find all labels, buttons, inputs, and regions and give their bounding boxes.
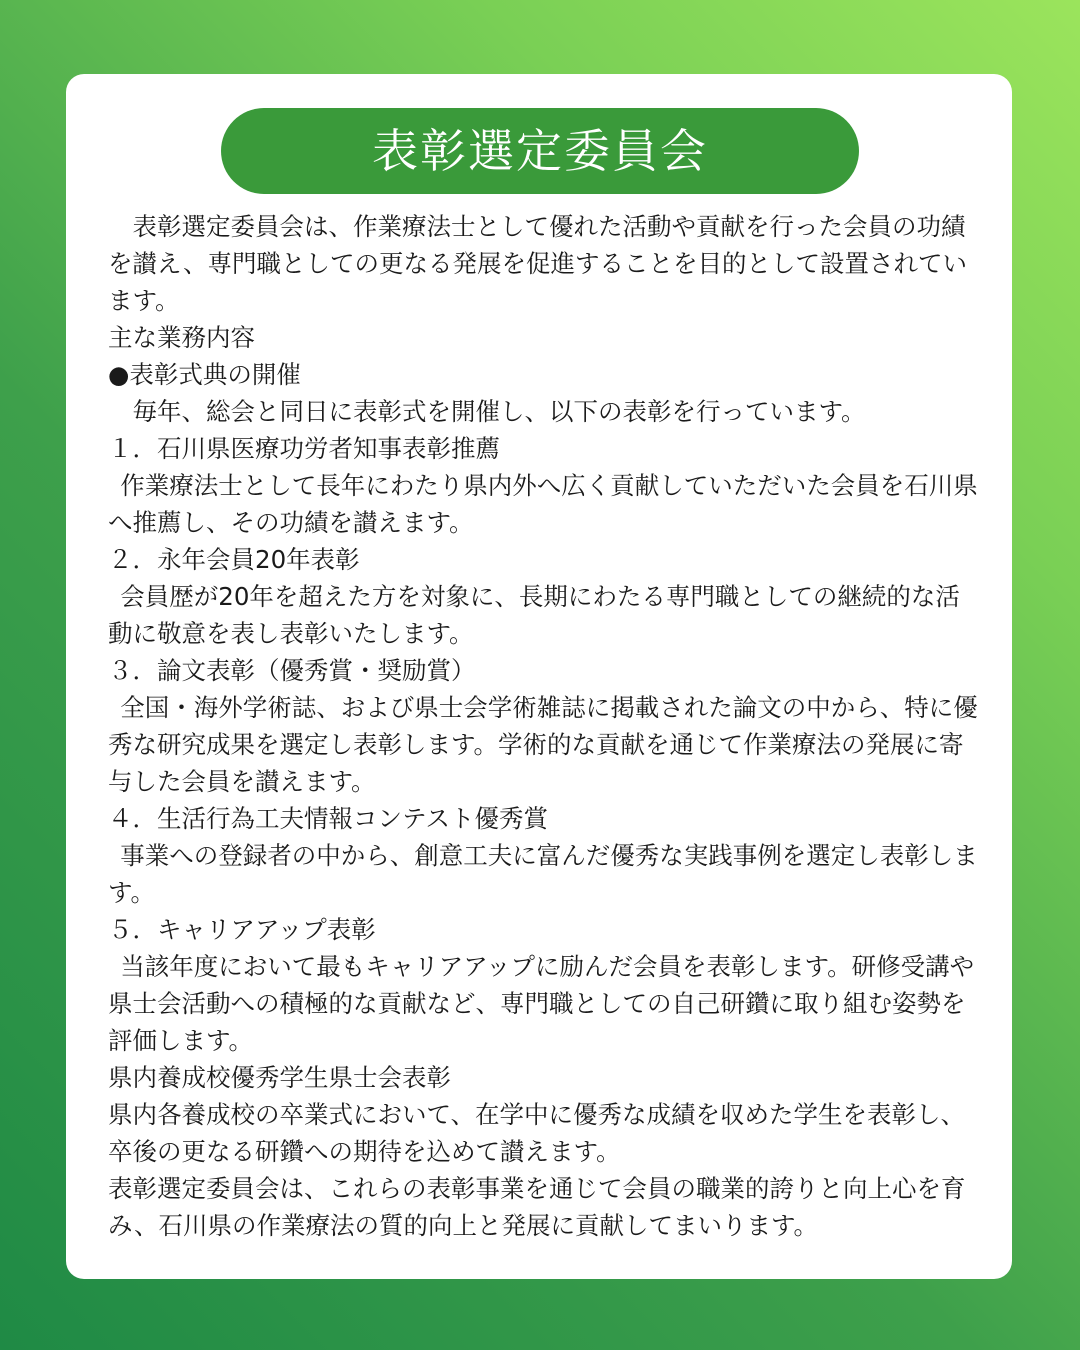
item2-heading: ２．永年会員20年表彰 [108, 545, 360, 574]
item3-text: 全国・海外学術誌、および県士会学術雑誌に掲載された論文の中から、特に優秀な研究成果を選定し表彰します。学術的な貢献を通じて作業療法の発展に寄与した会員を讃えます。 [108, 693, 978, 796]
item5-text: 当該年度において最もキャリアアップに励んだ会員を表彰します。研修受講や県士会活動への積極的な貢献など、専門職としての自己研鑽に取り組む姿勢を評価します。 [108, 952, 975, 1055]
ceremony-text: 毎年、総会と同日に表彰式を開催し、以下の表彰を行っています。 [132, 397, 866, 426]
item4-heading: ４．生活行為工夫情報コンテスト優秀賞 [108, 804, 549, 833]
student-award-heading: 県内養成校優秀学生県士会表彰 [108, 1063, 451, 1092]
item3-heading: ３．論文表彰（優秀賞・奨励賞） [108, 656, 476, 685]
intro-paragraph: 表彰選定委員会は、作業療法士として優れた活動や貢献を行った会員の功績を讃え、専門職としての更なる発展を促進することを目的として設置されています。 [108, 212, 967, 315]
item2-text: 会員歴が20年を超えた方を対象に、長期にわたる専門職としての継続的な活動に敬意を表し表彰いたします。 [108, 582, 960, 648]
main-duties-heading: 主な業務内容 [108, 323, 255, 352]
ceremony-heading: ●表彰式典の開催 [108, 360, 301, 389]
item1-heading: １．石川県医療功労者知事表彰推薦 [108, 434, 500, 463]
item1-text: 作業療法士として長年にわたり県内外へ広く貢献していただいた会員を石川県へ推薦し、その功績を讃えます。 [108, 471, 978, 537]
item4-text: 事業への登録者の中から、創意工夫に富んだ優秀な実践事例を選定し表彰します。 [108, 841, 978, 907]
item5-heading: ５．キャリアアップ表彰 [108, 915, 376, 944]
title-banner [221, 108, 859, 194]
content-card [66, 74, 1012, 1279]
body-text [108, 208, 978, 1244]
closing-paragraph: 表彰選定委員会は、これらの表彰事業を通じて会員の職業的誇りと向上心を育み、石川県の作業療法の質的向上と発展に貢献してまいります。 [108, 1174, 966, 1240]
page-title: 表彰選定委員会 [372, 124, 708, 178]
student-award-text: 県内各養成校の卒業式において、在学中に優秀な成績を収めた学生を表彰し、卒後の更なる研鑽への期待を込めて讃えます。 [108, 1100, 966, 1166]
